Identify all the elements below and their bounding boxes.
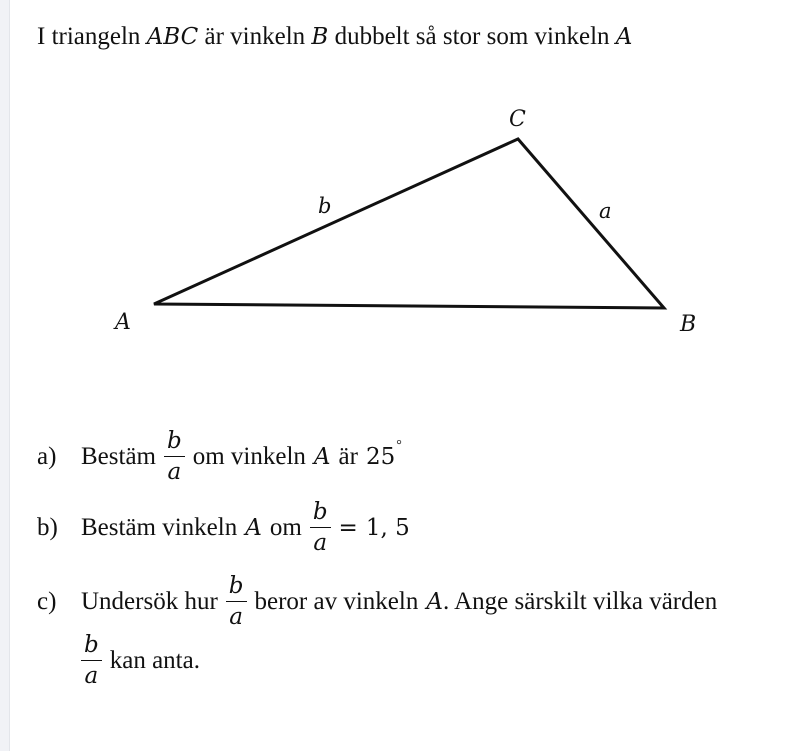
vertex-c-label: C [509, 107, 526, 132]
question-a-text-2: om vinkeln [192, 442, 306, 470]
question-b-label: b) [37, 513, 58, 541]
vertex-a-label: A [115, 310, 131, 335]
question-a-label: a) [37, 442, 57, 470]
intro-text-1: I triangeln [37, 23, 141, 50]
intro-text-3: dubbelt så stor som vinkeln [334, 23, 610, 50]
angle-a-symbol: A [426, 588, 443, 615]
question-c [37, 571, 717, 632]
fraction-b-over-a [164, 426, 185, 487]
question-b-text-1: Bestäm vinkeln [81, 513, 238, 541]
side-a-label: a [599, 199, 612, 223]
fraction-denominator: a [313, 530, 328, 556]
angle-a-symbol: A [313, 443, 331, 470]
question-c-text-2: beror av vinkeln [254, 587, 419, 615]
question-b [37, 497, 410, 558]
ratio-value: 1, 5 [365, 514, 410, 541]
fraction-numerator: b [84, 632, 99, 658]
question-a-text-1: Bestäm [81, 442, 156, 470]
triangle-abc [154, 139, 664, 308]
fraction-denominator: a [84, 663, 99, 689]
fraction-numerator: b [167, 428, 182, 454]
triangle-name: ABC [146, 24, 199, 50]
intro-text-2: är vinkeln [204, 23, 306, 50]
question-a-text-3: är [338, 442, 358, 470]
fraction-denominator: a [229, 604, 243, 630]
question-a [37, 426, 402, 487]
fraction-denominator: a [167, 459, 182, 485]
angle-value: 25 [365, 443, 396, 470]
angle-b-symbol: B [311, 24, 329, 50]
equals-sign: = [338, 514, 358, 541]
fraction-b-over-a [81, 630, 102, 691]
question-c-text-1: Undersök hur [81, 587, 218, 615]
question-c-label: c) [37, 587, 57, 615]
question-c-continued [73, 630, 200, 691]
angle-a-symbol: A [245, 514, 262, 541]
fraction-b-over-a [226, 571, 247, 632]
degree-symbol: ° [396, 437, 402, 453]
question-c-text-4: kan anta. [109, 646, 200, 674]
question-b-text-2: om [269, 513, 302, 541]
side-b-label: b [318, 194, 332, 218]
fraction-numerator: b [228, 573, 244, 599]
angle-a-symbol: A [615, 24, 633, 50]
fraction-numerator: b [312, 499, 328, 525]
question-c-text-3: . Ange särskilt vilka värden [442, 587, 718, 615]
fraction-b-over-a [310, 497, 331, 558]
vertex-b-label: B [680, 312, 697, 337]
